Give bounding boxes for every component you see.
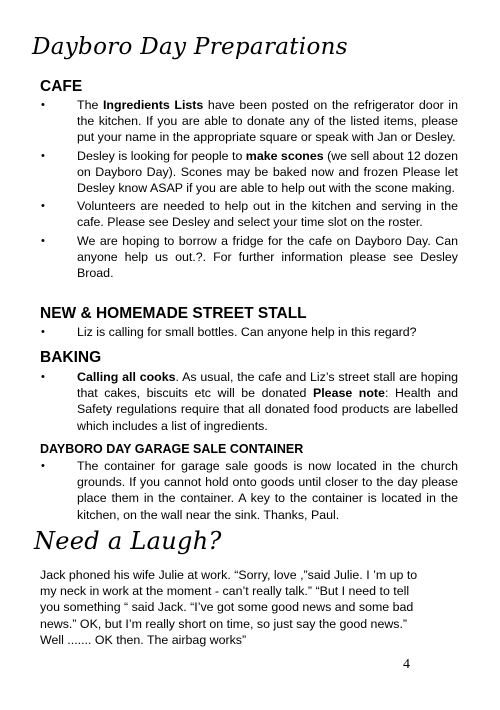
bullet-icon: • bbox=[41, 371, 45, 383]
list-item: • We are hoping to borrow a fridge for the cafe on Dayboro Day. Can anyone help us out.?. For further information please see Desley Broad. bbox=[41, 233, 458, 281]
street-stall-list bbox=[40, 324, 458, 342]
bullet-icon: • bbox=[41, 99, 45, 111]
list-item: • Liz is calling for small bottles. Can anyone help in this regard? bbox=[41, 325, 417, 339]
bullet-icon: • bbox=[41, 149, 45, 162]
street-stall-heading: NEW & HOMEMADE STREET STALL bbox=[40, 305, 307, 322]
joke-line: Jack phoned his wife Julie at work. “Sorry, love ,”said Julie. I ’m up to bbox=[40, 568, 418, 582]
page-number: 4 bbox=[403, 657, 410, 672]
list-item: • Desley is looking for people to make scones (we sell about 12 dozen on Dayboro Day). Scones may be baked now and frozen Please let Desley know ASAP if you are able to help out with the scone making. bbox=[41, 148, 458, 196]
baking-heading: BAKING bbox=[40, 349, 102, 366]
list-item: • The container for garage sale goods is now located in the church grounds. If you cannot hold onto goods until closer to the day please place them in the container. A key to the container is located in the kitchen, on the wall near the sink. Thanks, Paul. bbox=[41, 459, 458, 522]
laugh-title: Need a Laugh? bbox=[34, 527, 222, 555]
joke-line: my neck in work at the moment - can’t really talk.” “But I need to tell bbox=[40, 584, 410, 599]
bullet-icon: • bbox=[41, 326, 45, 338]
list-item: • The Ingredients Lists have been posted on the refrigerator door in the kitchen. If you are able to donate any of the listed items, please put your name in the appropriate square or speak with Jan or Desley. bbox=[41, 98, 458, 145]
garage-sale-list bbox=[40, 458, 458, 525]
joke-line: Well ....... OK then. The airbag works” bbox=[40, 632, 247, 647]
cafe-list bbox=[40, 97, 458, 283]
baking-list bbox=[40, 369, 458, 436]
bullet-icon: • bbox=[41, 200, 45, 213]
list-item: • Calling all cooks. As usual, the cafe and Liz’s street stall are hoping that cakes, biscuits etc will be donated Please note: Health and Safety regulations require that all donated food products are labelled which includes a list of ingredients. bbox=[41, 370, 458, 433]
page-title: Dayboro Day Preparations bbox=[32, 34, 348, 60]
cafe-heading: CAFE bbox=[40, 78, 83, 95]
bullet-icon: • bbox=[41, 234, 45, 247]
joke-paragraph bbox=[40, 567, 460, 648]
joke-line: news.” OK, but I’m really short on time, so just say the good news.” bbox=[40, 616, 408, 631]
joke-line: you something “ said Jack. “I’ve got some good news and some bad bbox=[40, 600, 414, 615]
list-item: • Volunteers are needed to help out in the kitchen and serving in the cafe. Please see Desley and select your time slot on the roster. bbox=[41, 199, 458, 230]
bullet-icon: • bbox=[41, 460, 45, 472]
garage-sale-heading: DAYBORO DAY GARAGE SALE CONTAINER bbox=[40, 442, 304, 456]
